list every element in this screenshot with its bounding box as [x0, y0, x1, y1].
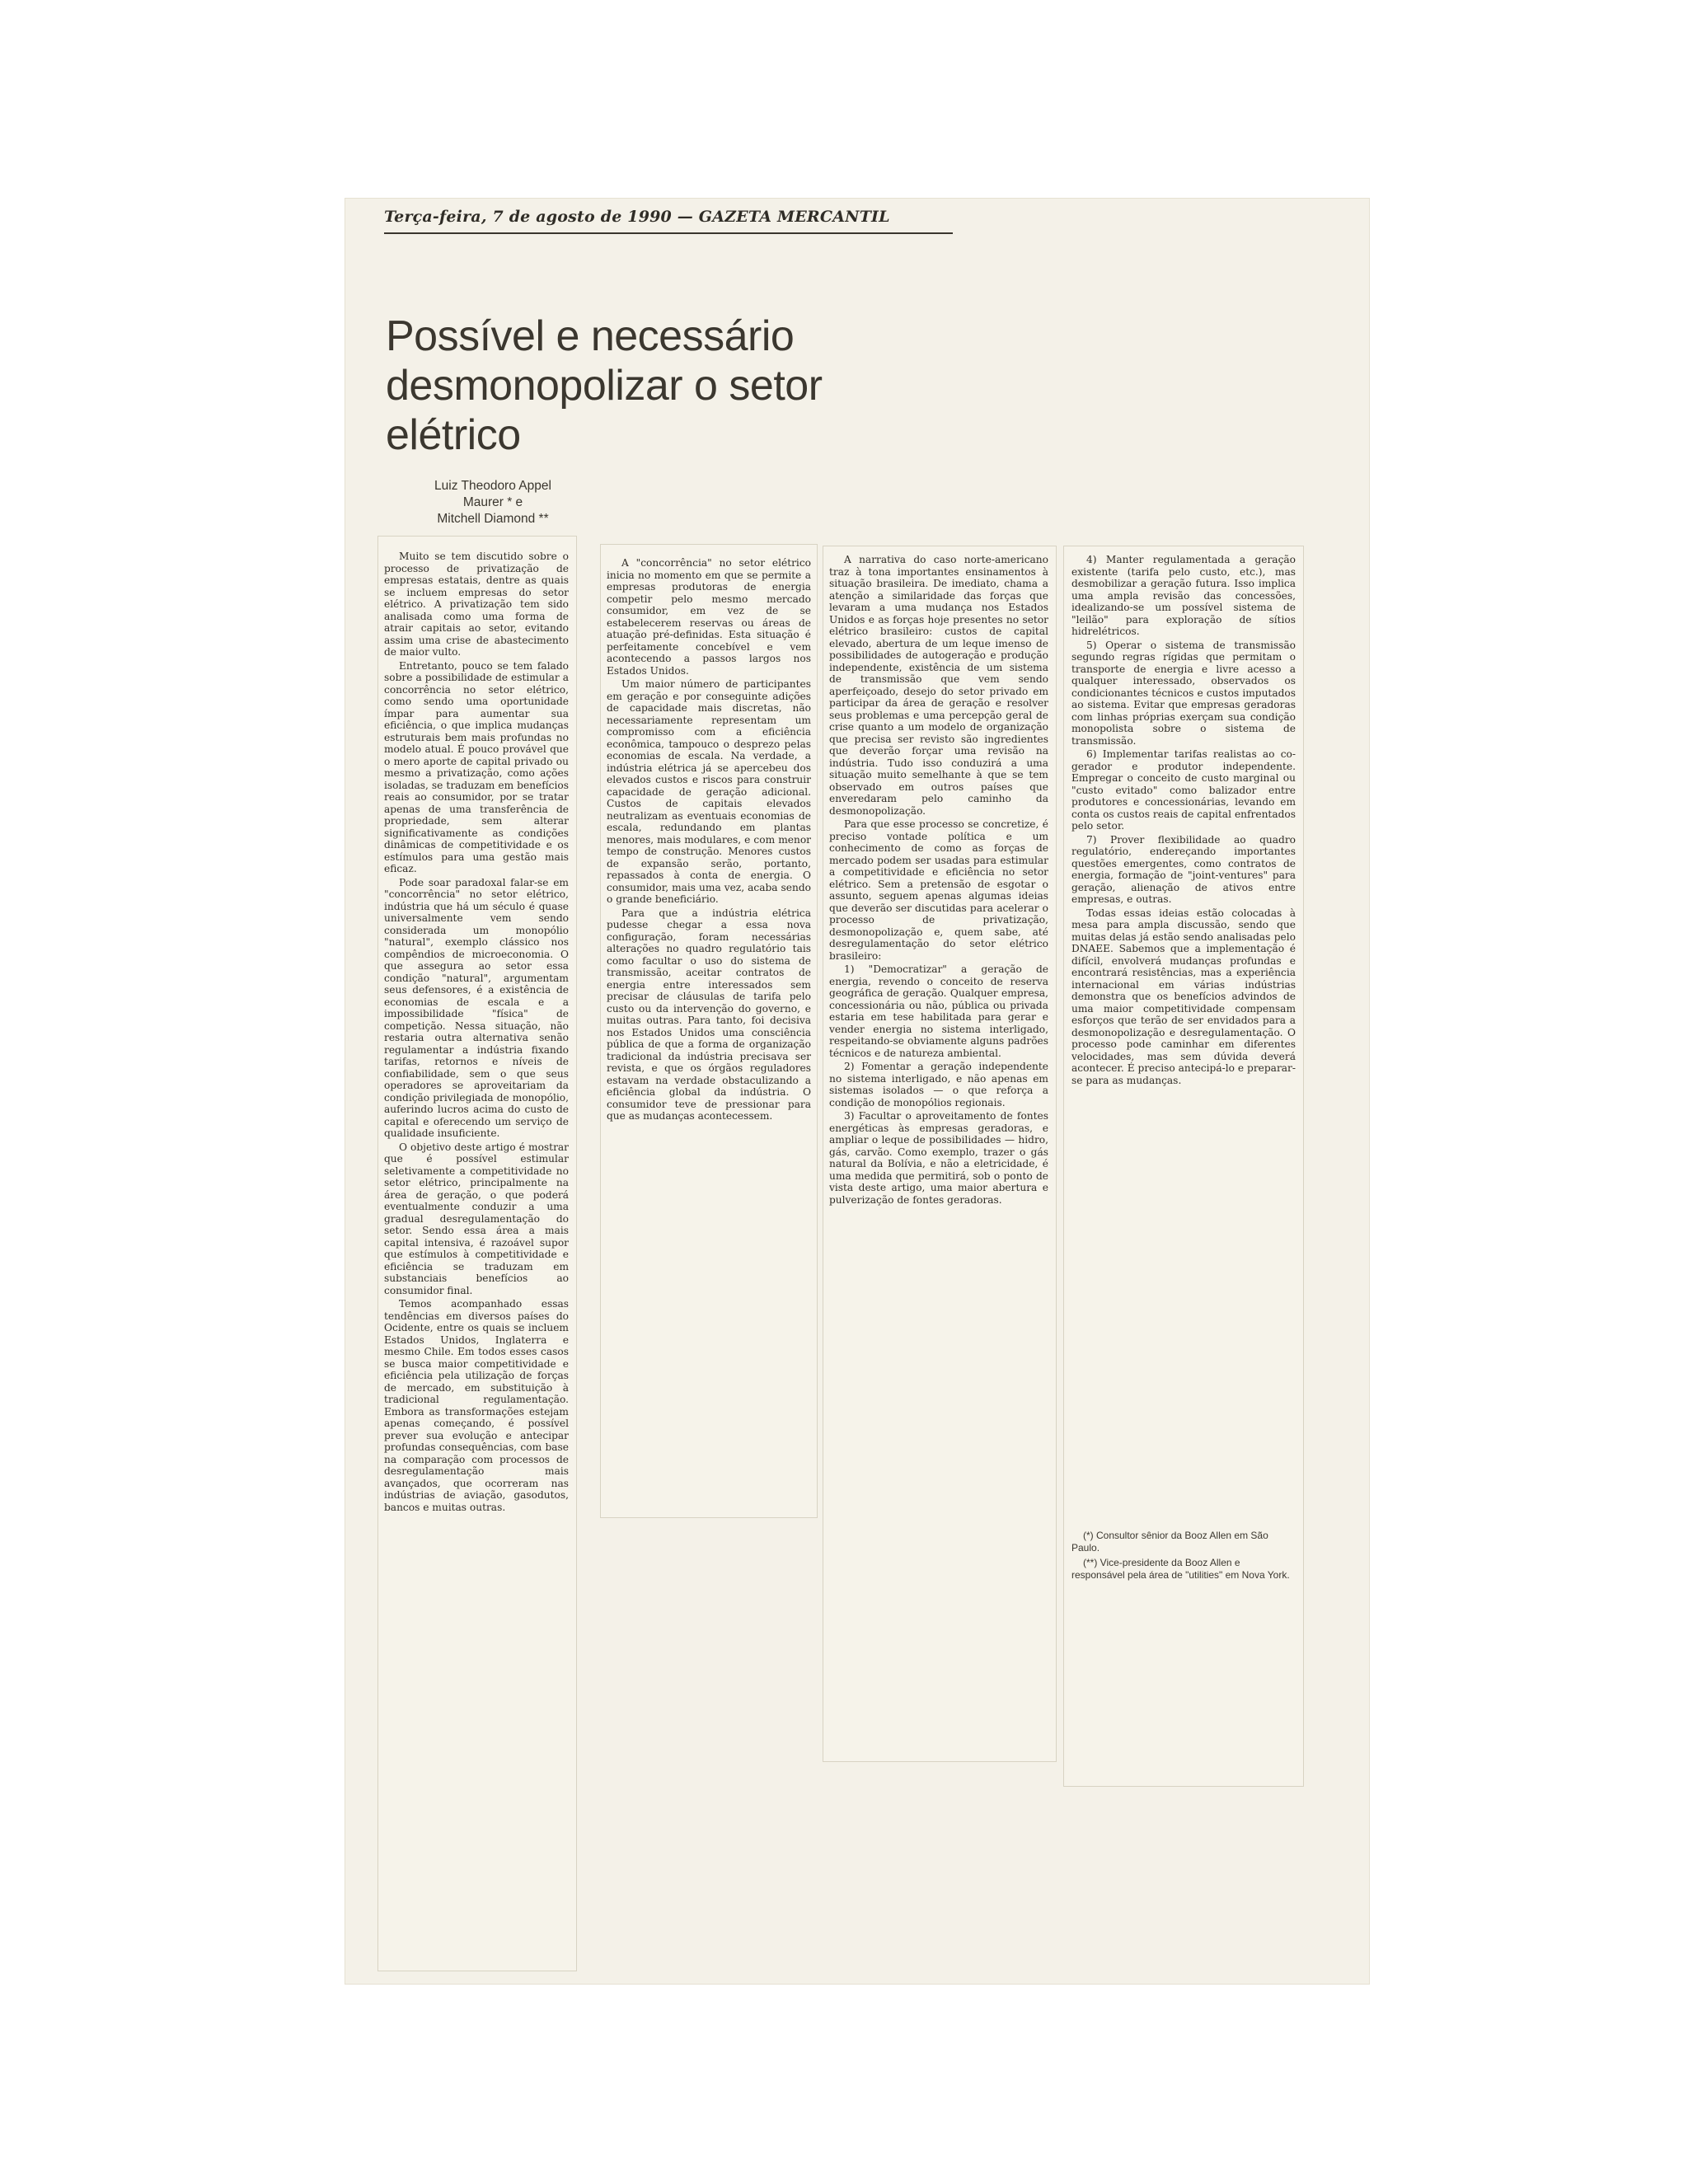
paragraph: Pode soar paradoxal falar-se em "concorrência" no setor elétrico, indústria que há um século é quase universalmente vem sendo considerada um monopólio "natural", exemplo clássico nos compêndios de microeconomia. O que assegura ao setor essa condição "natural", argumentam seus defensores, é a existência de economias de escala e a impossibilidade "física" de competição. Nessa situação, não restaria outra alternativa senão regulamentar a indústria fixando tarifas, retornos e níveis de confiabilidade, sem o que seus operadores se aproveitariam da condição privilegiada de monopólio, auferindo lucros acima do custo de capital e oferecendo um serviço de qualidade insuficiente.	[384, 876, 569, 1139]
paragraph: Todas essas ideias estão colocadas à mesa para ampla discussão, sendo que muitas delas já estão sendo analisadas pelo DNAEE. Sabemos que a implementação é difícil, envolverá mudanças profundas e encontrará resistências, mas a experiência internacional em várias indústrias demonstra que os benefícios advindos de uma maior competitividade compensam esforços que terão de ser envidados para a desmonopolização e desregulamentação. O processo pode caminhar em diferentes velocidades, mas sem dúvida deverá acontecer. É preciso antecipá-lo e preparar-se para as mudanças.	[1071, 907, 1296, 1086]
paragraph: A narrativa do caso norte-americano traz à tona importantes ensinamentos à situação brasileira. De imediato, chama a atenção a similaridade das forças que levaram a uma mudança nos Estados Unidos e as forças hoje presentes no setor elétrico brasileiro: custos de capital elevado, abertura de um leque imenso de possibilidades de autogeração e produção independente, existência de um sistema de transmissão que vem sendo aperfeiçoado, desejo do setor privado em participar da área de geração e resolver seus problemas e uma percepção geral de crise quanto a um modelo de organização que precisa ser revisto são ingredientes que deverão forçar uma revisão na indústria. Tudo isso conduzirá a uma situação muito semelhante à que se tem observado em outros países que enveredaram pelo caminho da desmonopolização.	[829, 554, 1048, 817]
article-column-2	[607, 557, 811, 1122]
headline: Possível e necessário desmonopolizar o setor elétrico	[386, 312, 823, 459]
byline-line-3: Mitchell Diamond **	[437, 512, 549, 526]
masthead: Terça-feira, 7 de agosto de 1990 — GAZETA MERCANTIL	[384, 208, 890, 226]
article-column-4	[1071, 554, 1296, 1086]
byline	[394, 478, 592, 527]
author-note: (**) Vice-presidente da Booz Allen e responsável pela área de "utilities" em Nova York.	[1071, 1557, 1290, 1581]
paragraph: A "concorrência" no setor elétrico inicia no momento em que se permite a empresas produtoras de energia competir pelo mesmo mercado consumidor, em vez de se estabelecerem reservas ou áreas de atuação pré-definidas. Esta situação é perfeitamente concebível e vem acontecendo a passos largos nos Estados Unidos.	[607, 557, 811, 677]
paragraph: Para que a indústria elétrica pudesse chegar a essa nova configuração, foram necessárias alterações no quadro regulatório tais como facultar o uso do sistema de transmissão, aceitar contratos de energia entre interessados sem precisar de cláusulas de tarifa pelo custo ou da intervenção do governo, e muitas outras. Para tanto, foi decisiva nos Estados Unidos uma consciência pública de que a forma de organização tradicional da indústria precisava ser revista, e que os órgãos reguladores estavam na verdade obstaculizando a eficiência global da indústria. O consumidor teve de pressionar para que as mudanças acontecessem.	[607, 907, 811, 1122]
paragraph: 6) Implementar tarifas realistas ao co-gerador e produtor independente. Empregar o conceito de custo marginal ou "custo evitado" como balizador entre produtores e concessionárias, levando em conta os custos reais de capital enfrentados pelo setor.	[1071, 748, 1296, 832]
paragraph: 3) Facultar o aproveitamento de fontes energéticas às empresas geradoras, e ampliar o leque de possibilidades — hidro, gás, carvão. Como exemplo, trazer o gás natural da Bolívia, e não a eletricidade, é uma medida que permitirá, sob o ponto de vista deste artigo, uma maior abertura e pulverização de fontes geradoras.	[829, 1110, 1048, 1206]
byline-line-1: Luiz Theodoro Appel	[434, 479, 551, 493]
author-note: (*) Consultor sênior da Booz Allen em São Paulo.	[1071, 1530, 1268, 1554]
paragraph: 7) Prover flexibilidade ao quadro regulatório, endereçando importantes questões emergentes, como contratos de energia, formação de "joint-ventures" para geração, alienação de ativos entre empresas, e outras.	[1071, 833, 1296, 905]
byline-line-2: Maurer * e	[462, 495, 523, 509]
paragraph: Um maior número de participantes em geração e por conseguinte adições de capacidade mais discretas, não necessariamente representam um compromisso com a eficiência econômica, tampouco o desprezo pelas economias de escala. Na verdade, a indústria elétrica já se apercebeu dos elevados custos e riscos para construir capacidade de geração adicional. Custos de capitais elevados neutralizam as eventuais economias de escala, redundando em plantas menores, mais modulares, e com menor tempo de construção. Menores custos de expansão serão, portanto, repassados à conta de energia. O consumidor, mais uma vez, acaba sendo o grande beneficiário.	[607, 678, 811, 905]
paragraph: 5) Operar o sistema de transmissão segundo regras rígidas que permitam o transporte de energia e livre acesso a qualquer interessado, observados os condicionantes técnicos e custos imputados ao sistema. Evitar que empresas geradoras com linhas próprias exerçam sua condição monopolista sobre o sistema de transmissão.	[1071, 639, 1296, 747]
paragraph: 2) Fomentar a geração independente no sistema interligado, e não apenas em sistemas isolados — o que reforça a condição de monopólios regionais.	[829, 1061, 1048, 1108]
paragraph: 4) Manter regulamentada a geração existente (tarifa pelo custo, etc.), mas desmobilizar a geração futura. Isso implica uma ampla revisão das concessões, idealizando-se um possível sistema de "leilão" para exploração de sítios hidrelétricos.	[1071, 554, 1296, 637]
author-notes	[1071, 1530, 1296, 1584]
paragraph: Entretanto, pouco se tem falado sobre a possibilidade de estimular a concorrência no setor elétrico, como sendo uma oportunidade ímpar para aumentar sua eficiência, o que implica mudanças estruturais bem mais profundas no modelo atual. É pouco provável que o mero aporte de capital privado ou mesmo a privatização, como ações isoladas, se traduzam em benefícios reais ao consumidor, por se tratar apenas de uma transferência de propriedade, sem alterar significativamente as condições dinâmicas de competitividade e os estímulos para uma gestão mais eficaz.	[384, 659, 569, 874]
paragraph: 1) "Democratizar" a geração de energia, revendo o conceito de reserva geográfica de geração. Qualquer empresa, concessionária ou não, pública ou privada estaria em tese habilitada para gerar e vender energia no sistema interligado, respeitando-se obviamente alguns padrões técnicos e de natureza ambiental.	[829, 963, 1048, 1059]
masthead-rule	[384, 232, 953, 234]
paragraph: O objetivo deste artigo é mostrar que é possível estimular seletivamente a competitividade no setor elétrico, principalmente na área de geração, o que poderá eventualmente conduzir a uma gradual desregulamentação do setor. Sendo essa área a mais capital intensiva, é razoável supor que estímulos à competitividade e eficiência se traduzam em substanciais benefícios ao consumidor final.	[384, 1141, 569, 1296]
paragraph: Muito se tem discutido sobre o processo de privatização de empresas estatais, dentre as quais se incluem empresas do setor elétrico. A privatização tem sido analisada como uma forma de atrair capitais ao setor, evitando assim uma crise de abastecimento de maior vulto.	[384, 551, 569, 658]
paragraph: Para que esse processo se concretize, é preciso vontade política e um conhecimento de como as forças de mercado podem ser usadas para estimular a competitividade e eficiência no setor elétrico. Sem a pretensão de esgotar o assunto, seguem apenas algumas ideias que deverão ser discutidas para acelerar o processo de privatização, desmonopolização e, quem sabe, até desregulamentação do setor elétrico brasileiro:	[829, 818, 1048, 962]
article-column-1	[384, 551, 569, 1513]
paragraph: Temos acompanhado essas tendências em diversos países do Ocidente, entre os quais se incluem Estados Unidos, Inglaterra e mesmo Chile. Em todos esses casos se busca maior competitividade e eficiência pela utilização de forças de mercado, em substituição à tradicional regulamentação. Embora as transformações estejam apenas começando, é possível prever sua evolução e antecipar profundas consequências, com base na comparação com processos de desregulamentação mais avançados, que ocorreram nas indústrias de aviação, gasodutos, bancos e muitas outras.	[384, 1298, 569, 1513]
article-column-3	[829, 554, 1048, 1206]
